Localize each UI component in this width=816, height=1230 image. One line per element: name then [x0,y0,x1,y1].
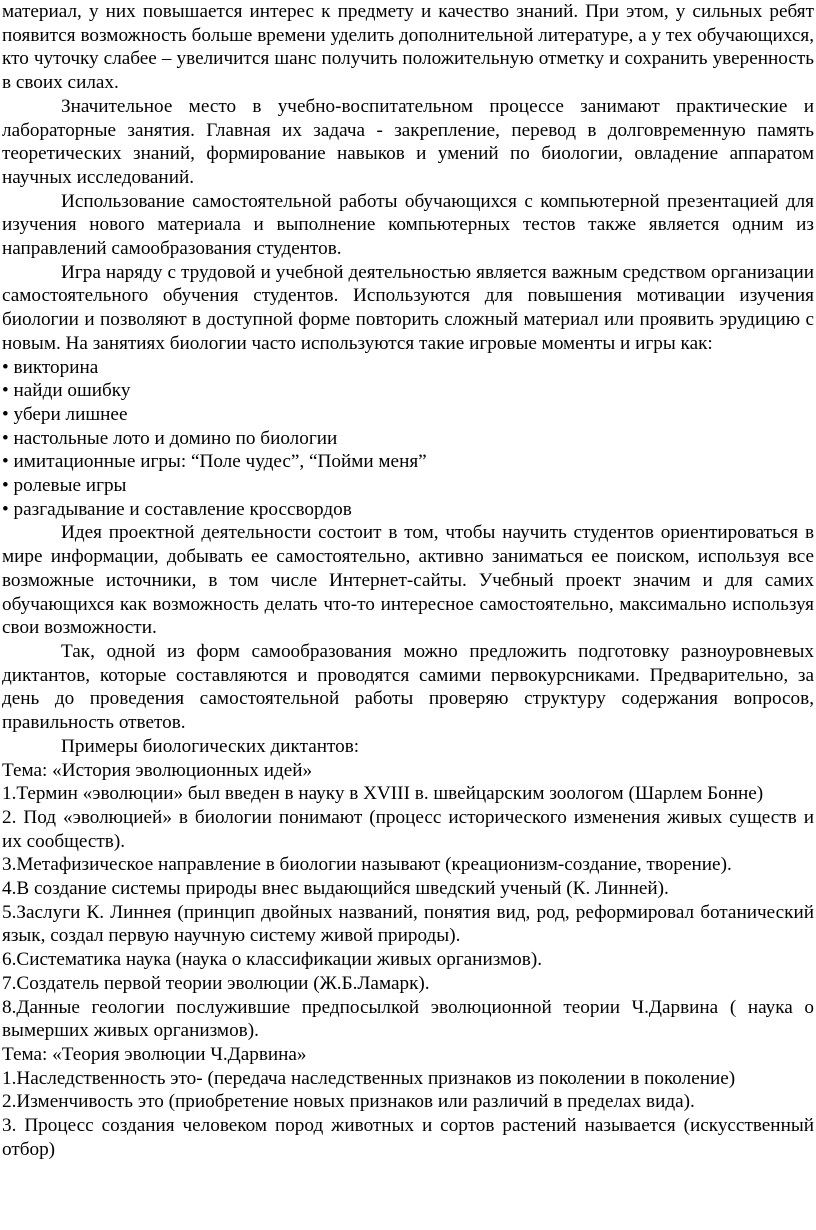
paragraph-games: Игра наряду с трудовой и учебной деятельностью является важным средством организации самостоятельного обучения студентов. Используются для повышения мотивации изучения биологии и позволяют в доступной форме повторить сложный материал или проявить эрудицию с новым. На занятиях биологии часто используются такие игровые моменты и игры как: [2,261,814,354]
question-item: 2.Изменчивость это (приобретение новых признаков или различий в пределах вида). [2,1091,695,1113]
question-item: 5.Заслуги К. Линнея (принцип двойных названий, понятия вид, род, реформировал ботанический язык, создал первую научную систему живой природы). [2,901,814,947]
paragraph-examples-heading: Примеры биологических диктантов: [61,735,360,757]
question-item: 4.В создание системы природы внес выдающийся шведский ученый (К. Линней). [2,878,669,900]
paragraph-practical-classes: Значительное место в учебно-воспитательном процессе занимают практические и лабораторные занятия. Главная их задача - закрепление, перевод в долговременную память теоретических знаний, формирование навыков и умений по биологии, овладение аппаратом научных исследований. [2,95,814,188]
theme-evolution-ideas [2,759,814,1043]
list-item: • разгадывание и составление кроссвордов [2,498,352,520]
list-item: • ролевые игры [2,475,127,497]
theme-title: Тема: «История эволюционных идей» [2,759,313,781]
paragraph-intro-continuation: материал, у них повышается интерес к предмету и качество знаний. При этом, у сильных ребят появится возможность больше времени уделить дополнительной литературе, а у тех обучающихся, кто чуточку слабее – увеличится шанс получить положительную отметку и сохранить уверенность в своих силах. [2,1,814,94]
paragraph-dictations: Так, одной из форм самообразования можно предложить подготовку разноуровневых диктантов, которые составляются и проводятся самими первокурсниками. Предварительно, за день до проведения самостоятельной работы проверяю структуру содержания вопросов, правильность ответов. [2,640,814,734]
theme-darwin-theory [2,1043,814,1162]
question-item: 3.Метафизическое направление в биологии называют (креационизм-создание, творение). [2,854,732,876]
theme-title: Тема: «Теория эволюции Ч.Дарвина» [2,1043,307,1065]
question-item: 2. Под «эволюцией» в биологии понимают (процесс исторического изменения живых существ и их сообществ). [2,806,814,852]
list-item: • настольные лото и домино по биологии [2,427,338,449]
question-item: 7.Создатель первой теории эволюции (Ж.Б.Ламарк). [2,972,430,994]
paragraph-project-activity: Идея проектной деятельности состоит в том, чтобы научить студентов ориентироваться в мире информации, добывать ее самостоятельно, активно заниматься ее поиском, используя все возможные источники, в том числе Интернет-сайты. Учебный проект значим и для самих обучающихся как возможность делать что-то интересное самостоятельно, максимально используя свои возможности. [2,522,814,639]
list-item: • убери лишнее [2,403,128,425]
games-list [2,356,814,522]
question-item: 1.Термин «эволюции» был введен в науку в XVIII в. швейцарским зоологом (Шарлем Бонне) [2,783,764,805]
paragraph-computer-presentation: Использование самостоятельной работы обучающихся с компьютерной презентацией для изучения нового материала и выполнение компьютерных тестов также является одним из направлений самообразования студентов. [2,190,814,260]
list-item: • найди ошибку [2,380,131,402]
question-item: 3. Процесс создания человеком пород животных и сортов растений называется (искусственный отбор) [2,1115,814,1160]
question-item: 8.Данные геологии послужившие предпосылкой эволюционной теории Ч.Дарвина ( наука о вымерших живых организмов). [2,996,814,1042]
list-item: • имитационные игры: “Поле чудес”, “Пойми меня” [2,451,427,473]
question-item: 1.Наследственность это- (передача наследственных признаков из поколении в поколение) [2,1067,736,1089]
list-item: • викторина [2,356,99,378]
question-item: 6.Систематика наука (наука о классификации живых организмов). [2,949,543,971]
